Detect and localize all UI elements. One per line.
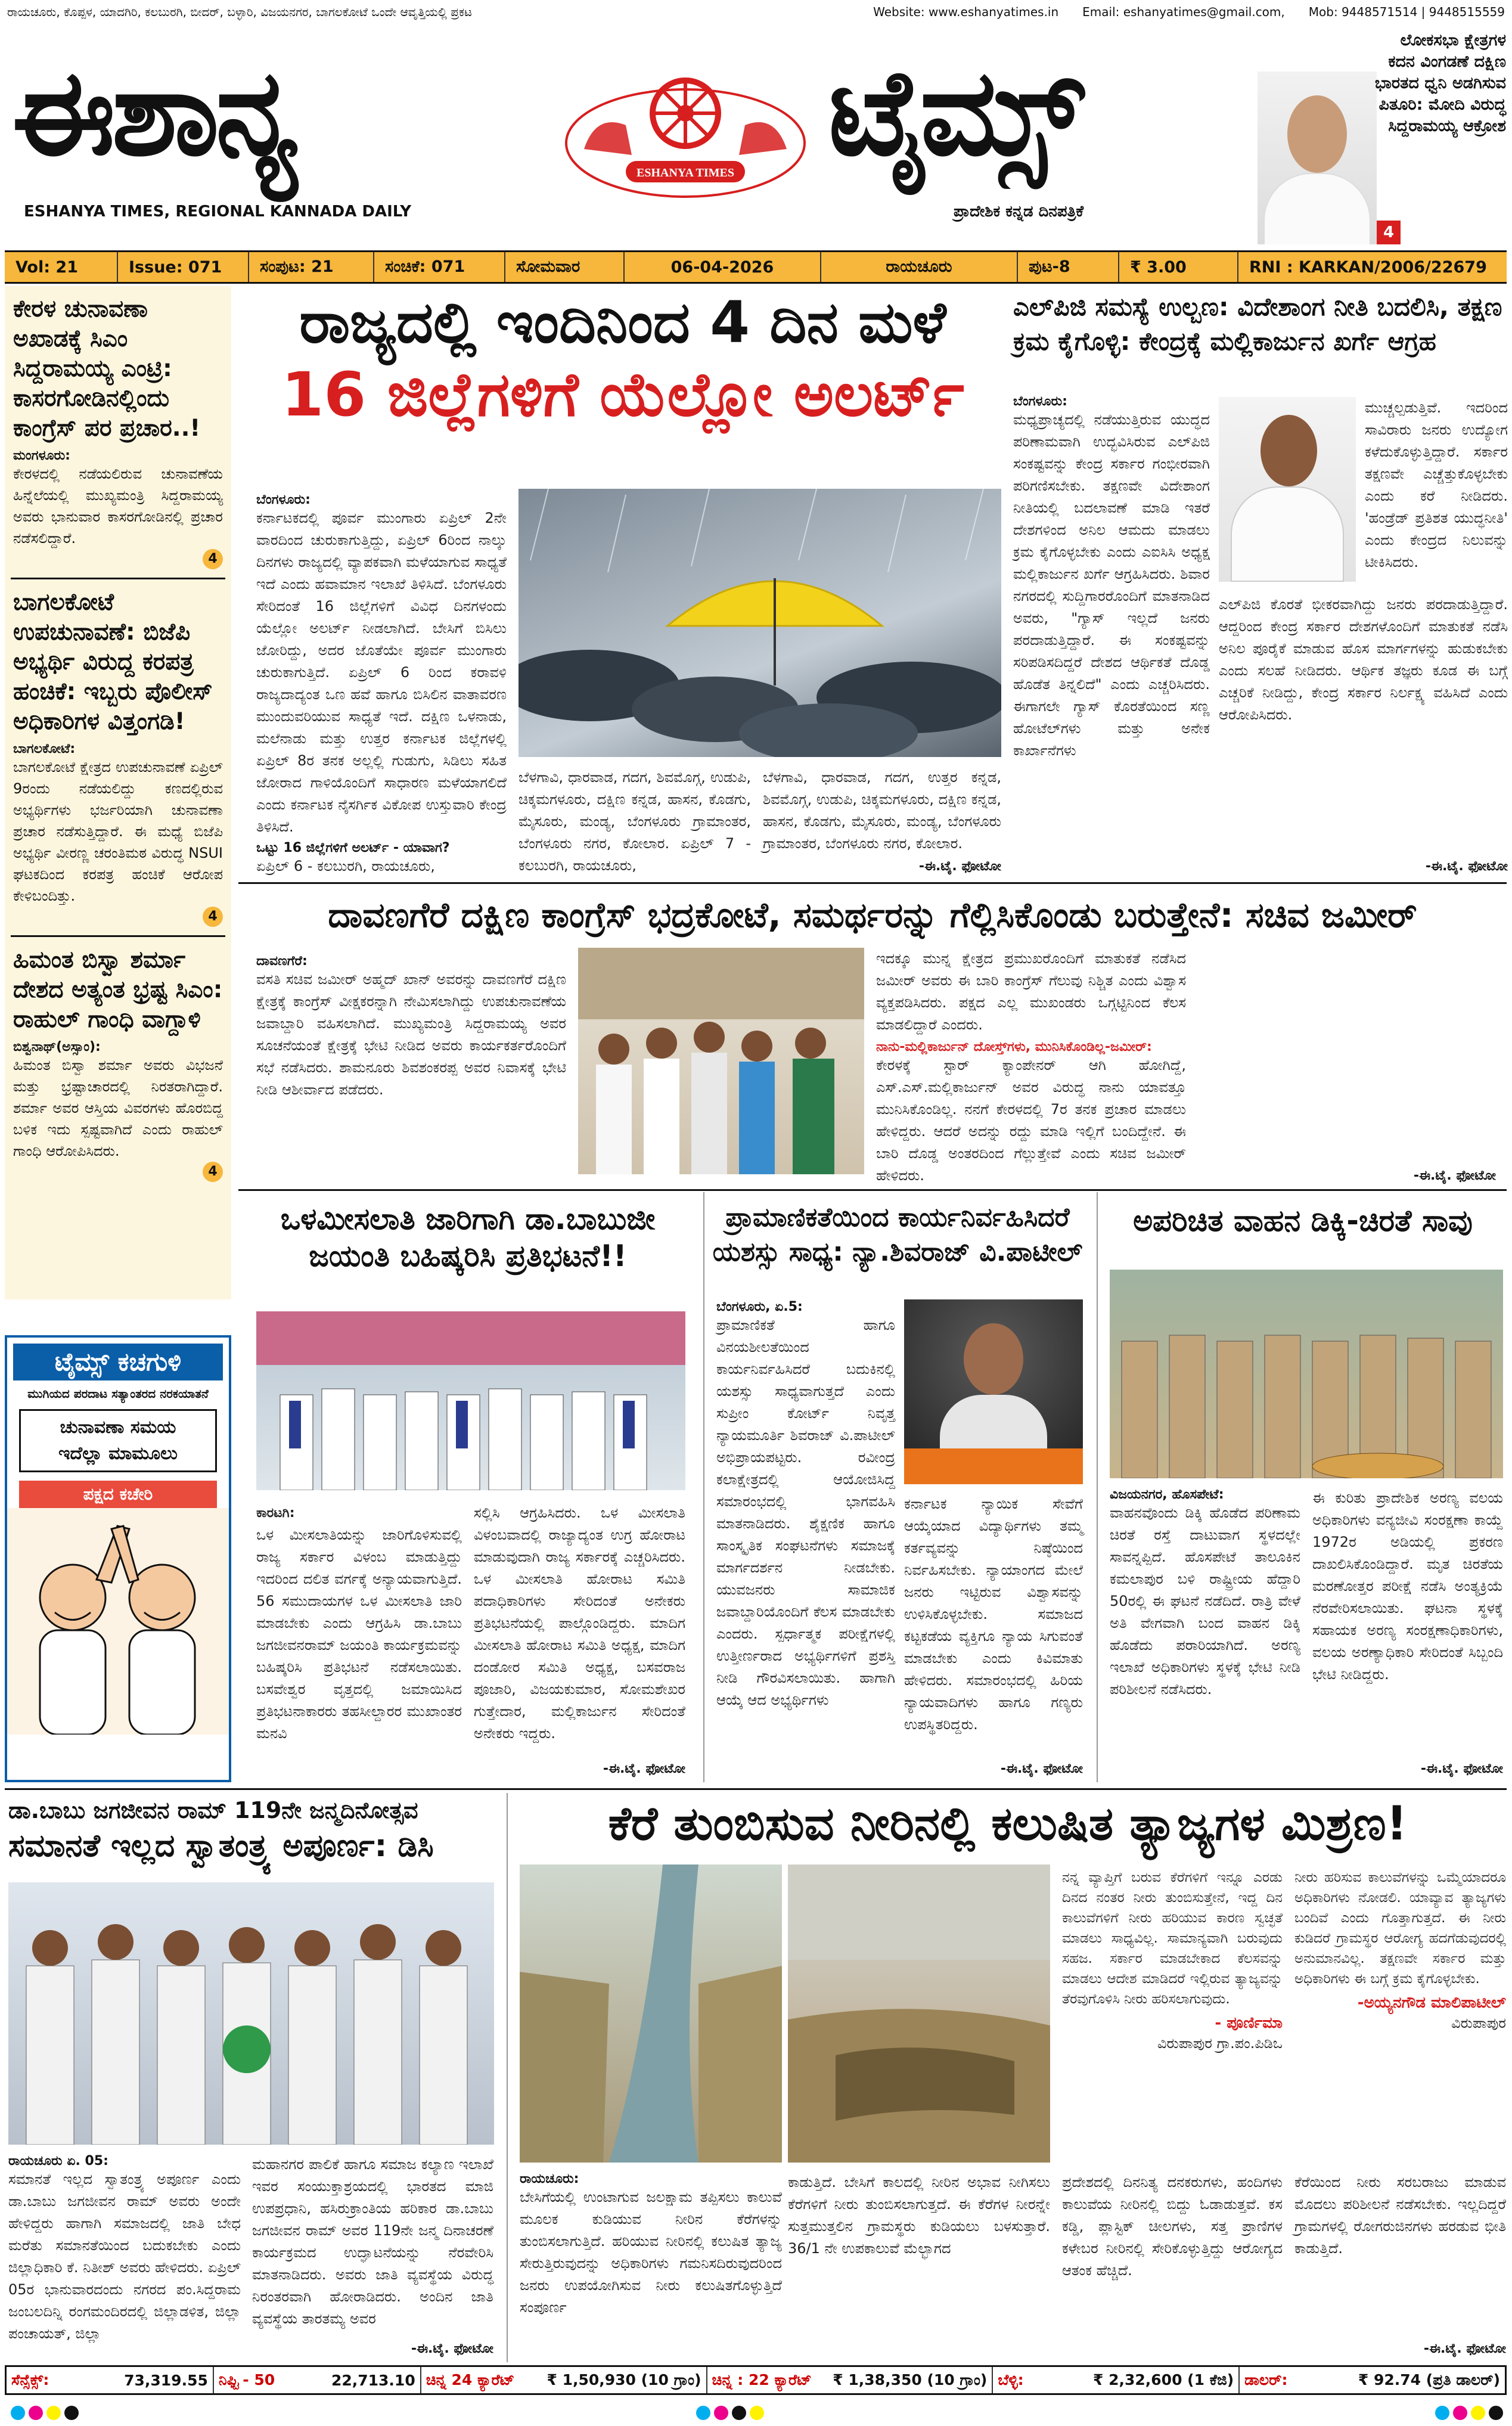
lake-byline: -ಈ.ಟೈ. ಫೋಟೋ [1423,2341,1506,2356]
jayanti-photo [8,1882,494,2145]
shivaraj-headline: ಪ್ರಾಮಾಣಿಕತೆಯಿಂದ ಕಾರ್ಯನಿರ್ವಹಿಸಿದರೆ ಯಶಸ್ಸು ಸಾಧ್ಯ: ನ್ಯಾ.ಶಿವರಾಜ್ ವಿ.ಪಾಟೀಲ್ [712,1202,1083,1267]
lead-col-2: ಬೆಳಗಾವಿ, ಧಾರವಾಡ, ಗದಗ, ಶಿವಮೊಗ್ಗ, ಉಡುಪಿ, ಚಿಕ್ಕಮಗಳೂರು, ದಕ್ಷಿಣ ಕನ್ನಡ, ಹಾಸನ, ಕೊಡಗು, ಮೈಸೂರು, ಮಂಡ್ಯ, ಬೆಂಗಳೂರು ಗ್ರಾಮಾಂತರ, ಬೆಂಗಳೂರು ನಗರ, ಕೋಲಾರ. ಏಪ್ರಿಲ್ 7 - ಕಲಬುರಗಿ, ರಾಯಚೂರು, [519,769,751,874]
sidebar-headline: ಹಿಮಂತ ಬಿಸ್ವಾ ಶರ್ಮಾ ದೇಶದ ಅತ್ಯಂತ ಭ್ರಷ್ಟ ಸಿಎಂ: ರಾಹುಲ್ ಗಾಂಧಿ ವಾಗ್ದಾಳಿ [13,947,223,1033]
lpg-byline: -ಈ.ಟೈ. ಫೋಟೋ [1425,859,1508,874]
jameer-group-photo [578,948,864,1174]
jayanti-kicker: ಡಾ.ಬಾಬು ಜಗಜೀವನ ರಾಮ್ 119ನೇ ಜನ್ಮದಿನೋತ್ಸವ [8,1797,418,1823]
cm-photo [1258,72,1377,244]
lake-quote-1-by: - ಪೂರ್ಣಿಮಾ [1215,2014,1283,2032]
shivaraj-body-2: ಕರ್ನಾಟಕ ನ್ಯಾಯಿಕ ಸೇವೆಗೆ ಆಯ್ಕೆಯಾದ ವಿದ್ಯಾರ್ಥಿಗಳು ತಮ್ಮ ಕರ್ತವ್ಯವನ್ನು ನಿಷ್ಠೆಯಿಂದ ನಿರ್ವಹಿಸಬೇಕು. ನ್ಯಾಯಾಂಗದ ಮೇಲೆ ಜನರು ಇಟ್ಟಿರುವ ವಿಶ್ವಾಸವನ್ನು ಉಳಿಸಿಕೊಳ್ಳಬೇಕು. ಸಮಾಜದ ಕಟ್ಟಕಡೆಯ ವ್ಯಕ್ತಿಗೂ ನ್ಯಾಯ ಸಿಗುವಂತೆ ಮಾಡಬೇಕು ಎಂದು ಕಿವಿಮಾತು ಹೇಳಿದರು. ಸಮಾರಂಭದಲ್ಲಿ ಹಿರಿಯ ನ್ಯಾಯವಾದಿಗಳು ಹಾಗೂ ಗಣ್ಯರು ಉಪಸ್ಥಿತರಿದ್ದರು. [904,1496,1083,1733]
lake-body: ಬೇಸಿಗೆಯಲ್ಲಿ ಉಂಟಾಗುವ ಜಲಕ್ಷಾಮ ತಪ್ಪಿಸಲು ಕಾಲುವೆ ಮೂಲಕ ಕುಡಿಯುವ ನೀರಿನ ಕೆರೆಗಳನ್ನು ತುಂಬಿಸಲಾಗುತ್ತಿದೆ. ಹರಿಯುವ ನೀರಿನಲ್ಲಿ ಕಲುಷಿತ ತ್ಯಾಜ್ಯ ಸೇರುತ್ತಿರುವುದನ್ನು ಅಧಿಕಾರಿಗಳು ಗಮನಿಸದಿರುವುದರಿಂದ ಜನರು ಉಪಯೋಗಿಸುವ ನೀರು ಕಲುಷಿತಗೊಳ್ಳುತ್ತಿದೆ ಸಂಪೂರ್ಣ [520,2189,782,2316]
protest-byline: -ಈ.ಟೈ. ಫೋಟೋ [603,1761,685,1776]
lead-story[interactable] [238,290,1007,880]
masthead-title-left: ಈಶಾನ್ಯ [12,44,295,182]
davanagere-body-2: ಇದಕ್ಕೂ ಮುನ್ನ ಕ್ಷೇತ್ರದ ಪ್ರಮುಖರೊಂದಿಗೆ ಮಾತುಕತೆ ನಡೆಸಿದ ಜಮೀರ್ ಅವರು ಈ ಬಾರಿ ಕಾಂಗ್ರೆಸ್ ಗೆಲುವು ನಿಶ್ಚಿತ ಎಂದು ವಿಶ್ವಾಸ ವ್ಯಕ್ತಪಡಿಸಿದರು. ಪಕ್ಷದ ಎಲ್ಲ ಮುಖಂಡರು ಒಗ್ಗಟ್ಟಿನಿಂದ ಕೆಲಸ ಮಾಡಲಿದ್ದಾರೆ ಎಂದರು. [876,950,1186,1033]
lake-body-3: ಪ್ರದೇಶದಲ್ಲಿ ದಿನನಿತ್ಯ ದನಕರುಗಳು, ಹಂದಿಗಳು ಕಾಲುವೆಯ ನೀರಿನಲ್ಲಿ ಬಿದ್ದು ಓಡಾಡುತ್ತವೆ. ಕಸ ಕಡ್ಡಿ, ಪ್ಲಾಸ್ಟಿಕ್ ಚೀಲಗಳು, ಸತ್ತ ಪ್ರಾಣಿಗಳ ಕಳೇಬರ ನೀರಿನಲ್ಲಿ ಸೇರಿಕೊಳ್ಳುತ್ತಿದ್ದು ಆರೋಗ್ಯದ ಆತಂಕ ಹೆಚ್ಚಿದೆ. [1062,2174,1283,2279]
canal-photo-2 [788,1865,1050,2163]
ticker-nifty [214,2367,421,2393]
lead-subhead: ಒಟ್ಟು 16 ಜಿಲ್ಲೆಗಳಿಗೆ ಅಲರ್ಟ್ - ಯಾವಾಗ? [256,840,450,855]
sidebar-item[interactable] [5,579,231,935]
masthead-tagline: ಪ್ರಾದೇಶಿಕ ಕನ್ನಡ ದಿನಪತ್ರಿಕೆ [954,203,1084,221]
page-badge: 4 [203,549,223,569]
sidebar-item[interactable] [5,937,231,1190]
sidebar-body: ಕೇರಳದಲ್ಲಿ ನಡೆಯಲಿರುವ ಚುನಾವಣೆಯ ಹಿನ್ನೆಲೆಯಲ್ಲಿ ಮುಖ್ಯಮಂತ್ರಿ ಸಿದ್ದರಾಮಯ್ಯ ಅವರು ಭಾನುವಾರ ಕಾಸರಗೋಡಿನಲ್ಲಿ ಪ್ರಚಾರ ನಡೆಸಲಿದ್ದಾರೆ. [13,466,223,547]
protest-headline: ಒಳಮೀಸಲಾತಿ ಜಾರಿಗಾಗಿ ಡಾ.ಬಾಬುಜೀ ಜಯಂತಿ ಬಹಿಷ್ಕರಿಸಿ ಪ್ರತಿಭಟನೆ!! [280,1202,656,1273]
email-link[interactable]: Email: eshanyatimes@gmail.com, [1082,5,1285,19]
leopard-byline: -ಈ.ಟೈ. ಫೋಟೋ [1420,1761,1503,1776]
ticker-gold-24 [421,2367,707,2393]
jayanti-dateline: ರಾಯಚೂರು ಏ. 05: [8,2154,108,2168]
lake-quote-2-role: ವಿರುಪಾಪುರ [1451,2015,1506,2031]
sidebar-dateline: ಬಿಶ್ವನಾಥ್(ಅಸ್ಸಾಂ): [13,1040,101,1054]
top-strip [0,0,1512,24]
promo-page-number: 4 [1377,221,1401,244]
cartoon-sign-top: ಚುನಾವಣಾ ಸಮಯ [60,1417,176,1438]
edition-place: ರಾಯಚೂರು [821,252,1018,282]
group-illustration [578,948,864,1174]
lake-quote-2-by: -ಅಯ್ಯನಗೌಡ ಮಾಲಿಪಾಟೀಲ್ [1357,1994,1506,2012]
lpg-story[interactable] [1013,290,1508,880]
emblem-text: ESHANYA TIMES [637,166,734,179]
issue: Issue: 071 [118,252,249,282]
shivaraj-photo [904,1299,1083,1484]
officials-illustration [1110,1270,1503,1478]
promo-headline: ಲೋಕಸಭಾ ಕ್ಷೇತ್ರಗಳ ಕದನ ವಿಂಗಡಣೆ ದಕ್ಷಿಣ ಭಾರತದ ಧ್ವನಿ ಅಡಗಿಸುವ ಪಿತೂರಿ: ಮೋದಿ ವಿರುದ್ಧ ಸಿದ್ದರಾಮಯ್ಯ ಆಕ್ರೋಶ [1374,31,1506,135]
protest-dateline: ಕಾರಟಗಿ: [256,1506,295,1521]
lead-body-2: ಏಪ್ರಿಲ್ 6 - ಕಲಬುರಗಿ, ರಾಯಚೂರು, [256,858,435,874]
jayanti-story[interactable] [5,1793,499,2362]
shivaraj-dateline: ಬೆಂಗಳೂರು, ಏ.5: [716,1299,803,1314]
ticker-sensex [7,2367,214,2393]
masthead-subtitle: ESHANYA TIMES, REGIONAL KANNADA DAILY [24,203,412,221]
cartoon-illustration [7,1508,229,1735]
ticker-label: ನಿಫ್ಟಿ - 50 [218,2371,275,2388]
sidebar-headline: ಬಾಗಲಕೋಟೆ ಉಪಚುನಾವಣೆ: ಬಿಜೆಪಿ ಅಭ್ಯರ್ಥಿ ವಿರುದ್ದ ಕರಪತ್ರ ಹಂಚಿಕೆ: ಇಬ್ಬರು ಪೊಲೀಸ್ ಅಧಿಕಾರಿಗಳ ವಿತ್ತಂಗಡಿ! [13,589,213,735]
sidebar-headline: ಕೇರಳ ಚುನಾವಣಾ ಅಖಾಡಕ್ಕೆ ಸಿಎಂ ಸಿದ್ದರಾಮಯ್ಯ ಎಂಟ್ರಿ: ಕಾಸರಗೋಡಿನಲ್ಲಿಂದು ಕಾಂಗ್ರೆಸ್ ಪರ ಪ್ರಚಾರ..! [13,296,201,442]
protest-illustration [256,1311,685,1490]
jayanti-headline: ಸಮಾನತೆ ಇಲ್ಲದ ಸ್ವಾತಂತ್ರ್ಯ ಅಪೂರ್ಣ: ಡಿಸಿ [8,1828,434,1864]
emblem-logo [560,60,811,209]
canal-illustration-1 [520,1865,782,2163]
lead-dateline: ಬೆಂಗಳೂರು: [256,492,311,507]
ticker-value: 22,713.10 [331,2371,415,2389]
issue-info-bar [5,250,1507,284]
cartoon-title: ಟೈಮ್ಸ್ ಕಚಗುಳಿ [13,1344,223,1380]
sidebar-item[interactable] [5,286,231,578]
davanagere-caption: ನಾನು-ಮಲ್ಲಿಕಾರ್ಜುನ್ ದೋಸ್ತ್‌ಗಳು, ಮುನಿಸಿಕೊಂಡಿಲ್ಲ-ಜಮೀರ್: [876,1040,1152,1054]
cartoon-box [5,1335,231,1782]
mobile-number: Mob: 9448571514 | 9448515559 [1308,5,1505,19]
ticker-label: ಸೆನ್ಸೆಕ್ಸ್: [11,2371,49,2388]
issue-date: 06-04-2026 [625,252,821,282]
protest-body-1: ಒಳ ಮೀಸಲಾತಿಯನ್ನು ಜಾರಿಗೊಳಿಸುವಲ್ಲಿ ರಾಜ್ಯ ಸರ್ಕಾರ ವಿಳಂಬ ಮಾಡುತ್ತಿದ್ದು ಇದರಿಂದ ದಲಿತ ವರ್ಗಕ್ಕೆ ಅನ್ಯಾಯವಾಗುತ್ತಿದೆ. 56 ಸಮುದಾಯಗಳ ಒಳ ಮೀಸಲಾತಿ ಜಾರಿ ಮಾಡಬೇಕು ಎಂದು ಆಗ್ರಹಿಸಿ ಡಾ.ಬಾಬು ಜಗಜೀವನರಾಮ್ ಜಯಂತಿ ಕಾರ್ಯಕ್ರಮವನ್ನು ಬಹಿಷ್ಕರಿಸಿ ಪ್ರತಿಭಟನೆ ನಡೆಸಲಾಯಿತು. ಬಸವೇಶ್ವರ ವೃತ್ತದಲ್ಲಿ ಜಮಾಯಿಸಿದ ಪ್ರತಿಭಟನಾಕಾರರು ತಹಸೀಲ್ದಾರರ ಮುಖಾಂತರ ಮನವಿ [256,1527,462,1742]
print-registration-marks [0,2402,1512,2424]
leopard-story[interactable] [1097,1192,1508,1782]
umbrella-illustration [519,489,1001,757]
kharge-photo [1219,397,1356,582]
page-badge: 4 [203,907,223,927]
davanagere-story[interactable] [238,888,1507,1186]
lead-col-3: ಬೆಳಗಾವಿ, ಧಾರವಾಡ, ಗದಗ, ಉತ್ತರ ಕನ್ನಡ, ಶಿವಮೊಗ್ಗ, ಉಡುಪಿ, ಚಿಕ್ಕಮಗಳೂರು, ದಕ್ಷಿಣ ಕನ್ನಡ, ಹಾಸನ, ಕೊಡಗು, ಮೈಸೂರು, ಮಂಡ್ಯ, ಬೆಂಗಳೂರು ಗ್ರಾಮಾಂತರ, ಬೆಂಗಳೂರು ನಗರ, ಕೋಲಾರ. [763,769,1001,852]
ticker-gold-22 [707,2367,993,2393]
lpg-body-3: ಎಲ್‌ಪಿಜಿ ಕೊರತೆ ಭೀಕರವಾಗಿದ್ದು ಜನರು ಪರದಾಡುತ್ತಿದ್ದಾರೆ. ಆದ್ದರಿಂದ ಕೇಂದ್ರ ಸರ್ಕಾರ ದೇಶಗಳೊಂದಿಗೆ ಮಾತುಕತೆ ನಡೆಸಿ ಅನಿಲ ಪೂರೈಕೆ ಮಾಡುವ ಹೊಸ ಮಾರ್ಗಗಳನ್ನು ಹುಡುಕಬೇಕು ಎಂದು ಸಲಹೆ ನೀಡಿದರು. ಆರ್ಥಿಕ ತಜ್ಞರು ಕೂಡ ಈ ಬಗ್ಗೆ ಎಚ್ಚರಿಕೆ ನೀಡಿದ್ದು, ಕೇಂದ್ರ ಸರ್ಕಾರ ನಿರ್ಲಕ್ಷ್ಯ ವಹಿಸಿದೆ ಎಂದು ಆರೋಪಿಸಿದರು. [1219,596,1508,723]
protest-story[interactable] [238,1192,697,1782]
shivaraj-story[interactable] [703,1192,1091,1782]
rni-number: RNI : KARKAN/2006/22679 [1249,258,1487,277]
cartoon-board: ಪಕ್ಷದ ಕಚೇರಿ [19,1481,217,1508]
lead-body: ಕರ್ನಾಟಕದಲ್ಲಿ ಪೂರ್ವ ಮುಂಗಾರು ಏಪ್ರಿಲ್ 2ನೇ ವಾರದಿಂದ ಚುರುಕಾಗುತ್ತಿದ್ದು, ಏಪ್ರಿಲ್ 6ರಿಂದ ನಾಲ್ಕು ದಿನಗಳು ರಾಜ್ಯದಲ್ಲಿ ವ್ಯಾಪಕವಾಗಿ ಮಳೆಯಾಗುವ ಸಾಧ್ಯತೆ ಇದೆ ಎಂದು ಹವಾಮಾನ ಇಲಾಖೆ ತಿಳಿಸಿದೆ. ಬೆಂಗಳೂರು ಸೇರಿದಂತೆ 16 ಜಿಲ್ಲೆಗಳಿಗೆ ವಿವಿಧ ದಿನಗಳಂದು ಯೆಲ್ಲೋ ಅಲರ್ಟ್ ನೀಡಲಾಗಿದೆ. ಬೇಸಿಗೆ ಬಿಸಿಲು ಜೋರಿದ್ದು, ಅದರ ಜೊತೆಯೇ ಪೂರ್ವ ಮುಂಗಾರು ಚುರುಕಾಗುತ್ತಿದೆ. ಏಪ್ರಿಲ್ 6 ರಿಂದ ಕರಾವಳಿ ರಾಜ್ಯದಾದ್ಯಂತ ಒಣ ಹವೆ ಹಾಗೂ ಬಿಸಿಲಿನ ವಾತಾವರಣ ಮುಂದುವರಿಯುವ ಸಾಧ್ಯತೆ ಇದೆ. ದಕ್ಷಿಣ ಒಳನಾಡು, ಮಲೆನಾಡು ಮತ್ತು ಉತ್ತರ ಕರ್ನಾಟಕ ಜಿಲ್ಲೆಗಳಲ್ಲಿ ಏಪ್ರಿಲ್ 8ರ ತನಕ ಅಲ್ಲಲ್ಲಿ ಗುಡುಗು, ಸಿಡಿಲು ಸಹಿತ ಜೋರಾದ ಗಾಳಿಯೊಂದಿಗೆ ಸಾಧಾರಣ ಮಳೆಯಾಗಲಿದೆ ಎಂದು ಕರ್ನಾಟಕ ನೈಸರ್ಗಿಕ ವಿಕೋಪ ಉಸ್ತುವಾರಿ ಕೇಂದ್ರ ತಿಳಿಸಿದೆ. [256,510,507,835]
canal-illustration-2 [788,1865,1050,2163]
lake-quote-2: ನೀರು ಹರಿಸುವ ಕಾಲುವೆಗಳನ್ನು ಒಮ್ಮೆಯಾದರೂ ಅಧಿಕಾರಿಗಳು ನೋಡಲಿ. ಯಾವ್ಯಾವ ತ್ಯಾಜ್ಯಗಳು ಬಂದಿವೆ ಎಂದು ಗೊತ್ತಾಗುತ್ತದೆ. ಈ ನೀರು ಕುಡಿದರೆ ಗ್ರಾಮಸ್ಥರ ಆರೋಗ್ಯ ಹದಗೆಡುವುದರಲ್ಲಿ ಅನುಮಾನವಿಲ್ಲ. ತಕ್ಷಣವೇ ಸರ್ಕಾರ ಮತ್ತು ಅಧಿಕಾರಿಗಳು ಈ ಬಗ್ಗೆ ಕ್ರಮ ಕೈಗೊಳ್ಳಬೇಕು. [1294,1870,1506,1987]
sidebar [5,286,231,1299]
ticker-value: ₹ 92.74 (ಪ್ರತಿ ಡಾಲರ್) [1358,2371,1500,2388]
lake-body-4: ಕೆರೆಯಿಂದ ನೀರು ಸರಬರಾಜು ಮಾಡುವ ಮೊದಲು ಪರಿಶೀಲನೆ ನಡೆಸಬೇಕು. ಇಲ್ಲದಿದ್ದರೆ ಗ್ರಾಮಗಳಲ್ಲಿ ರೋಗರುಜಿನಗಳು ಹರಡುವ ಭೀತಿ ಕಾಡುತ್ತಿದೆ. [1294,2174,1506,2257]
lpg-dateline: ಬೆಂಗಳೂರು: [1013,394,1067,409]
cartoon-sign-bottom: ಇದೆಲ್ಲಾ ಮಾಮೂಲು [58,1443,178,1464]
leopard-headline: ಅಪರಿಚಿತ ವಾಹನ ಡಿಕ್ಕಿ-ಚಿರತೆ ಸಾವು [1133,1203,1473,1238]
lead-headline: ರಾಜ್ಯದಲ್ಲಿ ಇಂದಿನಿಂದ 4 ದಿನ ಮಳೆ [299,289,946,356]
lpg-headline: ಎಲ್‌ಪಿಜಿ ಸಮಸ್ಯೆ ಉಲ್ಬಣ: ವಿದೇಶಾಂಗ ನೀತಿ ಬದಲಿಸಿ, ತಕ್ಷಣ ಕ್ರಮ ಕೈಗೊಳ್ಳಿ: ಕೇಂದ್ರಕ್ಕೆ ಮಲ್ಲಿಕಾರ್ಜುನ ಖರ್ಗೆ ಆಗ್ರಹ [1013,292,1502,356]
sidebar-body: ಹಿಮಂತ ಬಿಸ್ವಾ ಶರ್ಮಾ ಅವರು ವಿಭಜನೆ ಮತ್ತು ಭ್ರಷ್ಟಾಚಾರದಲ್ಲಿ ನಿರತರಾಗಿದ್ದಾರೆ. ಶರ್ಮಾ ಅವರ ಆಸ್ತಿಯ ವಿವರಗಳು ಹೊರಬಿದ್ದ ಬಳಿಕ ಇದು ಸ್ಪಷ್ಟವಾಗಿದೆ ಎಂದು ರಾಹುಲ್ ಗಾಂಧಿ ಆರೋಪಿಸಿದರು. [13,1057,223,1159]
vol: Vol: 21 [5,252,118,282]
price: ₹ 3.00 [1119,252,1238,282]
promo-box[interactable] [1258,24,1512,250]
lake-story[interactable] [507,1793,1508,2362]
samputa: ಸಂಪುಟ: 21 [249,252,374,282]
ticker-label: ಬೆಳ್ಳಿ: [998,2371,1024,2388]
davanagere-dateline: ದಾವಣಗೆರೆ: [256,954,308,969]
lpg-body: ಮಧ್ಯಪ್ರಾಚ್ಯದಲ್ಲಿ ನಡೆಯುತ್ತಿರುವ ಯುದ್ಧದ ಪರಿಣಾಮವಾಗಿ ಉದ್ಭವಿಸಿರುವ ಎಲ್‌ಪಿಜಿ ಸಂಕಷ್ಟವನ್ನು ಕೇಂದ್ರ ಸರ್ಕಾರ ಗಂಭೀರವಾಗಿ ಪರಿಗಣಿಸಬೇಕು. ತಕ್ಷಣವೇ ವಿದೇಶಾಂಗ ನೀತಿಯಲ್ಲಿ ಬದಲಾವಣೆ ಮಾಡಿ ಇತರೆ ದೇಶಗಳಿಂದ ಅನಿಲ ಆಮದು ಮಾಡಲು ಕ್ರಮ ಕೈಗೊಳ್ಳಬೇಕು ಎಂದು ಎಐಸಿಸಿ ಅಧ್ಯಕ್ಷ ಮಲ್ಲಿಕಾರ್ಜುನ ಖರ್ಗೆ ಆಗ್ರಹಿಸಿದರು. ಶಿವಾರ ನಗರದಲ್ಲಿ ಸುದ್ದಿಗಾರರೊಂದಿಗೆ ಮಾತನಾಡಿದ ಅವರು, "ಗ್ಯಾಸ್ ಇಲ್ಲದೆ ಜನರು ಪರದಾಡುತ್ತಿದ್ದಾರೆ. ಈ ಸಂಕಷ್ಟವನ್ನು ಸರಿಪಡಿಸದಿದ್ದರೆ ದೇಶದ ಆರ್ಥಿಕತೆ ದೊಡ್ಡ ಹೊಡೆತ ತಿನ್ನಲಿದೆ" ಎಂದು ಎಚ್ಚರಿಸಿದರು. ಈಗಾಗಲೇ ಗ್ಯಾಸ್ ಕೊರತೆಯಿಂದ ಸಣ್ಣ ಹೋಟೆಲ್‌ಗಳು ಮತ್ತು ಅನೇಕ ಕಾರ್ಖಾನೆಗಳು [1013,411,1210,759]
leopard-body-2: ಈ ಕುರಿತು ಪ್ರಾದೇಶಿಕ ಅರಣ್ಯ ವಲಯ ಅಧಿಕಾರಿಗಳು ವನ್ಯಜೀವಿ ಸಂರಕ್ಷಣಾ ಕಾಯ್ದೆ 1972ರ ಅಡಿಯಲ್ಲಿ ಪ್ರಕರಣ ದಾಖಲಿಸಿಕೊಂಡಿದ್ದಾರೆ. ಮೃತ ಚಿರತೆಯ ಮರಣೋತ್ತರ ಪರೀಕ್ಷೆ ನಡೆಸಿ ಅಂತ್ಯಕ್ರಿಯೆ ನೆರವೇರಿಸಲಾಯಿತು. ಘಟನಾ ಸ್ಥಳಕ್ಕೆ ಸಹಾಯಕ ಅರಣ್ಯ ಸಂರಕ್ಷಣಾಧಿಕಾರಿಗಳು, ವಲಯ ಅರಣ್ಯಾಧಿಕಾರಿ ಸೇರಿದಂತೆ ಸಿಬ್ಬಂದಿ ಭೇಟಿ ನೀಡಿದ್ದರು. [1312,1490,1503,1683]
ticker-label: ಚಿನ್ನ : 22 ಕ್ಯಾರೆಟ್ [712,2371,812,2388]
rain-umbrella-photo [519,489,1001,757]
leopard-body: ವಾಹನವೊಂದು ಡಿಕ್ಕಿ ಹೊಡೆದ ಪರಿಣಾಮ ಚಿರತೆ ರಸ್ತೆ ದಾಟುವಾಗ ಸ್ಥಳದಲ್ಲೇ ಸಾವನ್ನಪ್ಪಿದೆ. ಹೊಸಪೇಟೆ ತಾಲೂಕಿನ ಕಮಲಾಪುರ ಬಳಿ ರಾಷ್ಟ್ರೀಯ ಹೆದ್ದಾರಿ 50ರಲ್ಲಿ ಈ ಘಟನೆ ನಡೆದಿದೆ. ರಾತ್ರಿ ವೇಳೆ ಅತಿ ವೇಗವಾಗಿ ಬಂದ ವಾಹನ ಡಿಕ್ಕಿ ಹೊಡೆದು ಪರಾರಿಯಾಗಿದೆ. ಅರಣ್ಯ ಇಲಾಖೆ ಅಧಿಕಾರಿಗಳು ಸ್ಥಳಕ್ಕೆ ಭೇಟಿ ನೀಡಿ ಪರಿಶೀಲನೆ ನಡೆಸಿದರು. [1110,1504,1300,1698]
ticker-value: ₹ 1,38,350 (10 ಗ್ರಾಂ) [833,2371,988,2388]
weekday: ಸೋಮವಾರ [505,252,625,282]
davanagere-headline: ದಾವಣಗೆರೆ ದಕ್ಷಿಣ ಕಾಂಗ್ರೆಸ್ ಭದ್ರಕೋಟೆ, ಸಮರ್ಥರನ್ನು ಗೆಲ್ಲಿಸಿಕೊಂಡು ಬರುತ್ತೇನೆ: ಸಚಿವ ಜಮೀರ್ [328,895,1417,935]
ticker-label: ಚಿನ್ನ 24 ಕ್ಯಾರೆಟ್ [426,2371,515,2388]
sidebar-body: ಬಾಗಲಕೋಟೆ ಕ್ಷೇತ್ರದ ಉಪಚುನಾವಣೆ ಏಪ್ರಿಲ್ 9ರಂದು ನಡೆಯಲಿದ್ದು ಕಣದಲ್ಲಿರುವ ಅಭ್ಯರ್ಥಿಗಳು ಭರ್ಜರಿಯಾಗಿ ಚುನಾವಣಾ ಪ್ರಚಾರ ನಡೆಸುತ್ತಿದ್ದಾರೆ. ಈ ಮಧ್ಯೆ ಬಿಜೆಪಿ ಅಭ್ಯರ್ಥಿ ವೀರಣ್ಣ ಚರಂತಿಮಠ ವಿರುದ್ಧ NSUI ಘಟಕದಿಂದ ಕರಪತ್ರ ಹಂಚಿಕೆ ಆರೋಪ ಕೇಳಿಬಂದಿತ್ತು. [13,759,223,904]
sanchike: ಸಂಚಿಕೆ: 071 [374,252,505,282]
lake-body-2: ಕಾಡುತ್ತಿದೆ. ಬೇಸಿಗೆ ಕಾಲದಲ್ಲಿ ನೀರಿನ ಅಭಾವ ನೀಗಿಸಲು ಕೆರೆಗಳಿಗೆ ನೀರು ತುಂಬಿಸಲಾಗುತ್ತದೆ. ಈ ಕೆರೆಗಳ ನೀರನ್ನೇ ಸುತ್ತಮುತ್ತಲಿನ ಗ್ರಾಮಸ್ಥರು ಕುಡಿಯಲು ಬಳಸುತ್ತಾರೆ. 36/1 ನೇ ಉಪಕಾಲುವೆ ಮೆಲ್ಭಾಗದ [788,2174,1050,2257]
ticker-value: ₹ 1,50,930 (10 ಗ್ರಾಂ) [547,2371,701,2388]
lake-headline: ಕೆರೆ ತುಂಬಿಸುವ ನೀರಿನಲ್ಲಿ ಕಲುಷಿತ ತ್ಯಾಜ್ಯಗಳ ಮಿಶ್ರಣ! [608,1797,1408,1851]
davanagere-byline: -ಈ.ಟೈ. ಫೋಟೋ [1413,1168,1496,1183]
shivaraj-byline: -ಈ.ಟೈ. ಫೋಟೋ [1000,1761,1083,1776]
page-count: ಪುಟ-8 [1018,252,1119,282]
ceremony-illustration [8,1882,494,2145]
leopard-dateline: ವಿಜಯನಗರ, ಹೊಸಪೇಟೆ: [1110,1487,1224,1502]
sidebar-dateline: ಬಾಗಲಕೋಟೆ: [13,742,76,756]
protest-photo [256,1311,685,1490]
sidebar-dateline: ಮಂಗಳೂರು: [13,448,70,463]
protest-body [256,1502,462,1745]
market-ticker [5,2365,1507,2395]
lake-quote-1-role: ವಿರುಪಾಪುರ ಗ್ರಾ.ಪಂ.ಪಿಡಿಒ [1157,2035,1283,2052]
davanagere-body-3: ಕೇರಳಕ್ಕೆ ಸ್ಟಾರ್ ಕ್ಯಾಂಪೇನರ್ ಆಗಿ ಹೋಗಿದ್ದೆ, ಎಸ್.ಎಸ್.ಮಲ್ಲಿಕಾರ್ಜುನ್ ಅವರ ವಿರುದ್ಧ ನಾನು ಯಾವತ್ತೂ ಮುನಿಸಿಕೊಂಡಿಲ್ಲ. ನನಗೆ ಕೇರಳದಲ್ಲಿ 7ರ ತನಕ ಪ್ರಚಾರ ಮಾಡಲು ಹೇಳಿದ್ದರು. ಆದರೆ ಅದನ್ನು ರದ್ದು ಮಾಡಿ ಇಲ್ಲಿಗೆ ಬಂದಿದ್ದೇನೆ. ಈ ಬಾರಿ ದೊಡ್ಡ ಅಂತರದಿಂದ ಗೆಲ್ಲುತ್ತೇವೆ ಎಂದು ಸಚಿವ ಜಮೀರ್ ಹೇಳಿದರು. [876,1057,1186,1184]
lead-subheadline: 16 ಜಿಲ್ಲೆಗಳಿಗೆ ಯೆಲ್ಲೋ ಅಲರ್ಟ್ [281,359,964,431]
canal-photo-1 [520,1865,782,2163]
lake-quote-1: ನನ್ನ ವ್ಯಾಪ್ತಿಗೆ ಬರುವ ಕೆರೆಗಳಿಗೆ ಇನ್ನೂ ಎರಡು ದಿನದ ನಂತರ ನೀರು ತುಂಬಿಸುತ್ತೇನೆ, ಇದ್ದ ದಿನ ಕಾಲುವೆಗಳಿಗೆ ನೀರು ಹರಿಯುವ ಕಾರಣ ಸ್ವಚ್ಛತೆ ಮಾಡಲು ಸಾಧ್ಯವಿಲ್ಲ. ಸಾಮಾನ್ಯವಾಗಿ ಬರುವುದು ಸಹಜ. ಸರ್ಕಾರ ಮಾಡಬೇಕಾದ ಕೆಲಸವನ್ನು ಮಾಡಲು ಆದೇಶ ಮಾಡಿದರೆ ಇಲ್ಲಿರುವ ತ್ಯಾಜ್ಯವನ್ನು ತೆರವುಗೊಳಿಸಿ ನೀರು ಹರಿಸಲಾಗುವುದು. [1062,1870,1283,2007]
website-link[interactable]: Website: www.eshanyatimes.in [873,5,1059,19]
shivaraj-body: ಪ್ರಾಮಾಣಿಕತೆ ಹಾಗೂ ವಿನಯಶೀಲತೆಯಿಂದ ಕಾರ್ಯನಿರ್ವಹಿಸಿದರೆ ಬದುಕಿನಲ್ಲಿ ಯಶಸ್ಸು ಸಾಧ್ಯವಾಗುತ್ತದೆ ಎಂದು ಸುಪ್ರೀಂ ಕೋರ್ಟ್ ನಿವೃತ್ತ ನ್ಯಾಯಮೂರ್ತಿ ಶಿವರಾಜ್ ವಿ.ಪಾಟೀಲ್ ಅಭಿಪ್ರಾಯಪಟ್ಟರು. ರವೀಂದ್ರ ಕಲಾಕ್ಷೇತ್ರದಲ್ಲಿ ಆಯೋಜಿಸಿದ್ದ ಸಮಾರಂಭದಲ್ಲಿ ಭಾಗವಹಿಸಿ ಮಾತನಾಡಿದರು. ಶೈಕ್ಷಣಿಕ ಹಾಗೂ ಸಾಂಸ್ಕೃತಿಕ ಸಂಘಟನೆಗಳು ಸಮಾಜಕ್ಕೆ ಮಾರ್ಗದರ್ಶನ ನೀಡಬೇಕು. ಯುವಜನರು ಸಾಮಾಜಿಕ ಜವಾಬ್ದಾರಿಯೊಂದಿಗೆ ಕೆಲಸ ಮಾಡಬೇಕು ಎಂದರು. ಸ್ಪರ್ಧಾತ್ಮಕ ಪರೀಕ್ಷೆಗಳಲ್ಲಿ ಉತ್ತೀರ್ಣರಾದ ಅಭ್ಯರ್ಥಿಗಳಿಗೆ ಪ್ರಶಸ್ತಿ ನೀಡಿ ಗೌರವಿಸಲಾಯಿತು. ಹಾಗಾಗಿ ಆಯ್ಕೆ ಆದ ಅಭ್ಯರ್ಥಿಗಳು [716,1317,895,1708]
jayanti-byline: -ಈ.ಟೈ. ಫೋಟೋ [411,2341,493,2356]
page-badge: 4 [203,1162,223,1182]
ticker-value: ₹ 2,32,600 (1 ಕೆಜಿ) [1093,2371,1234,2388]
lead-byline: -ಈ.ಟೈ. ಫೋಟೋ [918,859,1001,874]
leopard-photo [1110,1270,1503,1478]
lpg-body-2: ಮುಚ್ಚಲ್ಪಡುತ್ತಿವೆ. ಇದರಿಂದ ಸಾವಿರಾರು ಜನರು ಉದ್ಯೋಗ ಕಳೆದುಕೊಳ್ಳುತ್ತಿದ್ದಾರೆ. ಸರ್ಕಾರ ತಕ್ಷಣವೇ ಎಚ್ಚೆತ್ತುಕೊಳ್ಳಬೇಕು ಎಂದು ಕರೆ ನೀಡಿದರು. 'ಹಂಡ್ರೆಡ್ ಪ್ರತಿಶತ ಯುದ್ಧನೀತಿ' ಎಂದು ಕೇಂದ್ರದ ನಿಲುವನ್ನು ಟೀಕಿಸಿದರು. [1365,399,1508,570]
ticker-dollar [1240,2367,1505,2393]
masthead-title-right: ಟೈಮ್ಸ್ [828,44,1081,182]
cartoon-subtitle: ಮುಗಿಯದ ಪರದಾಟ ಸತ್ಯಾಂತರದ ನರಕಯಾತನೆ [27,1386,209,1401]
ticker-silver [993,2367,1240,2393]
lake-dateline: ರಾಯಚೂರು: [520,2171,579,2186]
jayanti-body-2: ಮಹಾನಗರ ಪಾಲಿಕೆ ಹಾಗೂ ಸಮಾಜ ಕಲ್ಯಾಣ ಇಲಾಖೆ ಇವರ ಸಂಯುಕ್ತಾಶ್ರಯದಲ್ಲಿ ಭಾರತದ ಮಾಜಿ ಉಪಪ್ರಧಾನಿ, ಹಸಿರುಕ್ರಾಂತಿಯ ಹರಿಕಾರ ಡಾ.ಬಾಬು ಜಗಜೀವನ ರಾಮ್ ಅವರ 119ನೇ ಜನ್ಮ ದಿನಾಚರಣೆ ಕಾರ್ಯಕ್ರಮದ ಉದ್ಘಾಟನೆಯನ್ನು ನೆರವೇರಿಸಿ ಮಾತನಾಡಿದರು. ಅವರು ಜಾತಿ ವ್ಯವಸ್ಥೆಯ ವಿರುದ್ಧ ನಿರಂತರವಾಗಿ ಹೋರಾಡಿದರು. ಅಂದಿನ ಜಾತಿ ವ್ಯವಸ್ಥೆಯ ತಾರತಮ್ಯ ಅವರ [252,2156,493,2327]
ticker-value: 73,319.55 [124,2371,208,2389]
protest-body-2: ಸಲ್ಲಿಸಿ ಆಗ್ರಹಿಸಿದರು. ಒಳ ಮೀಸಲಾತಿ ವಿಳಂಬವಾದಲ್ಲಿ ರಾಜ್ಯಾದ್ಯಂತ ಉಗ್ರ ಹೋರಾಟ ಮಾಡುವುದಾಗಿ ರಾಜ್ಯ ಸರ್ಕಾರಕ್ಕೆ ಎಚ್ಚರಿಸಿದರು. ಒಳ ಮೀಸಲಾತಿ ಹೋರಾಟ ಸಮಿತಿ ಪದಾಧಿಕಾರಿಗಳು ಸೇರಿದಂತೆ ಅನೇಕರು ಪ್ರತಿಭಟನೆಯಲ್ಲಿ ಪಾಲ್ಗೊಂಡಿದ್ದರು. ಮಾದಿಗ ಮೀಸಲಾತಿ ಹೋರಾಟ ಸಮಿತಿ ಅಧ್ಯಕ್ಷ, ಮಾದಿಗ ದಂಡೋರ ಸಮಿತಿ ಅಧ್ಯಕ್ಷ, ಬಸವರಾಜ ಪೂಜಾರಿ, ವಿಜಯಕುಮಾರ, ಸೋಮಶೇಖರ ಗುತ್ತೇದಾರ, ಮಲ್ಲಿಕಾರ್ಜುನ ಸೇರಿದಂತೆ ಅನೇಕರು ಇದ್ದರು. [474,1504,685,1742]
editions-text: ರಾಯಚೂರು, ಕೊಪ್ಪಳ, ಯಾದಗಿರಿ, ಕಲಬುರಗಿ, ಬೀದರ್, ಬಳ್ಳಾರಿ, ವಿಜಯನಗರ, ಬಾಗಲಕೋಟೆ ಒಂದೇ ಆವೃತ್ತಿಯಲ್ಲಿ ಪ್ರಕಟ [7,5,473,19]
ticker-label: ಡಾಲರ್: [1244,2371,1288,2388]
davanagere-body: ವಸತಿ ಸಚಿವ ಜಮೀರ್ ಅಹ್ಮದ್ ಖಾನ್ ಅವರನ್ನು ದಾವಣಗೆರೆ ದಕ್ಷಿಣ ಕ್ಷೇತ್ರಕ್ಕೆ ಕಾಂಗ್ರೆಸ್ ವೀಕ್ಷಕರನ್ನಾಗಿ ನೇಮಿಸಲಾಗಿದ್ದು ಉಪಚುನಾವಣೆಯ ಜವಾಬ್ದಾರಿ ವಹಿಸಲಾಗಿದೆ. ಮುಖ್ಯಮಂತ್ರಿ ಸಿದ್ದರಾಮಯ್ಯ ಅವರ ಸೂಚನೆಯಂತೆ ಕ್ಷೇತ್ರಕ್ಕೆ ಭೇಟಿ ನೀಡಿದ ಅವರು ಕಾರ್ಯಕರ್ತರೊಂದಿಗೆ ಸಭೆ ನಡೆಸಿದರು. ಶಾಮನೂರು ಶಿವಶಂಕರಪ್ಪ ಅವರ ನಿವಾಸಕ್ಕೆ ಭೇಟಿ ನೀಡಿ ಆಶೀರ್ವಾದ ಪಡೆದರು. [256,971,566,1098]
jayanti-body: ಸಮಾನತೆ ಇಲ್ಲದ ಸ್ವಾತಂತ್ರ್ಯ ಅಪೂರ್ಣ ಎಂದು ಡಾ.ಬಾಬು ಜಗಜೀವನ ರಾಮ್ ಅವರು ಅಂದೇ ಹೇಳಿದ್ದರು ಹಾಗಾಗಿ ಸಮಾಜದಲ್ಲಿ ಜಾತಿ ಬೇಧ ಮರೆತು ಸಮಾನತೆಯಿಂದ ಬದುಕಬೇಕು ಎಂದು ಜಿಲ್ಲಾಧಿಕಾರಿ ಕೆ. ನಿತೀಶ್ ಅವರು ಹೇಳಿದರು. ಏಪ್ರಿಲ್ 05ರ ಭಾನುವಾರದಂದು ನಗರದ ಪಂ.ಸಿದ್ದರಾಮ ಜಂಬಲದಿನ್ನಿ ರಂಗಮಂದಿರದಲ್ಲಿ ಜಿಲ್ಲಾಡಳಿತ, ಜಿಲ್ಲಾ ಪಂಚಾಯತ್, ಜಿಲ್ಲಾ [8,2171,241,2342]
